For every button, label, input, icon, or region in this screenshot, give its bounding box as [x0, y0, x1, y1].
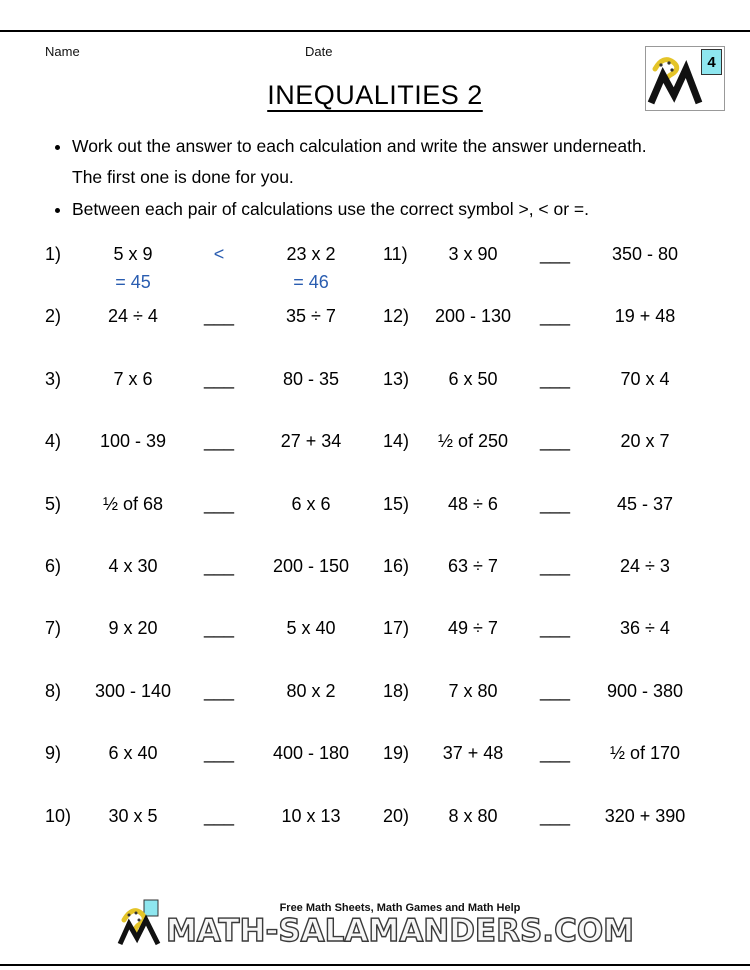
expression-right-b	[585, 429, 705, 452]
expression-text: ½ of 250	[437, 431, 509, 452]
expression-text: 6 x 6	[291, 493, 331, 514]
expression-text: 63 ÷ 7	[448, 555, 498, 576]
problem-number-right: 17)	[383, 618, 410, 639]
expression-left-b	[249, 804, 373, 827]
expression-text: 37 + 48	[442, 743, 504, 764]
expression-right-b	[585, 242, 705, 293]
expression-text: 400 - 180	[272, 743, 350, 764]
expression-left-b	[249, 304, 373, 327]
expression-text: 6 x 40	[108, 743, 158, 764]
expression-right-a	[421, 741, 525, 764]
problem-number-left: 1)	[45, 244, 62, 264]
comparison-blank-left: ___	[203, 306, 235, 327]
expression-text: 9 x 20	[108, 618, 158, 639]
expression-right-b	[585, 741, 705, 764]
expression-left-b	[249, 616, 373, 639]
expression-left-a	[77, 242, 189, 293]
problem-row	[45, 616, 705, 678]
expression-text: 49 ÷ 7	[448, 618, 498, 639]
expression-right-a	[421, 304, 525, 327]
problem-row	[45, 741, 705, 803]
expression-right-b	[585, 492, 705, 515]
expression-text: 80 x 2	[286, 680, 336, 701]
expression-text: 20 x 7	[620, 431, 670, 452]
worked-answer-b: = 46	[293, 272, 329, 292]
expression-text: 36 ÷ 4	[620, 618, 670, 639]
problem-number-left: 5)	[45, 493, 62, 514]
expression-left-a	[77, 741, 189, 764]
footer-site-name: MATH-SALAMANDERS.COM	[165, 913, 635, 949]
expression-right-a	[421, 492, 525, 515]
problems-grid	[45, 242, 705, 866]
expression-text: ½ of 170	[609, 743, 681, 764]
expression-text: 10 x 13	[281, 805, 341, 826]
footer-tagline: Free Math Sheets, Math Games and Math Help	[279, 902, 521, 914]
problem-number-right: 12)	[383, 306, 410, 327]
comparison-blank-right: ___	[539, 618, 571, 639]
expression-text: 24 ÷ 3	[620, 555, 670, 576]
expression-text: 45 - 37	[616, 493, 674, 514]
problem-number-left: 9)	[45, 743, 62, 764]
expression-right-b	[585, 804, 705, 827]
comparison-blank-right: ___	[539, 431, 571, 452]
problem-row	[45, 679, 705, 741]
expression-right-b	[585, 616, 705, 639]
expression-text: 35 ÷ 7	[286, 306, 336, 327]
problem-number-right: 19)	[383, 743, 410, 764]
comparison-blank-left: ___	[203, 680, 235, 701]
problem-number-left: 7)	[45, 618, 62, 639]
comparison-blank-right: ___	[539, 743, 571, 764]
expression-text: 80 - 35	[282, 368, 340, 389]
problem-row	[45, 429, 705, 491]
comparison-blank-right: ___	[539, 306, 571, 327]
expression-right-b	[585, 304, 705, 327]
problem-number-left: 6)	[45, 555, 62, 576]
expression-text: 30 x 5	[108, 805, 158, 826]
expression-text: 100 - 39	[99, 431, 167, 452]
expression-left-b	[249, 367, 373, 390]
name-label: Name	[45, 44, 80, 59]
problem-number-right: 15)	[383, 493, 410, 514]
expression-left-b	[249, 554, 373, 577]
expression-left-a	[77, 492, 189, 515]
worked-answer-a: = 45	[115, 272, 151, 292]
problem-number-left: 4)	[45, 431, 62, 452]
top-rule	[0, 30, 750, 32]
expression-right-a	[421, 616, 525, 639]
expression-text: 350 - 80	[611, 244, 679, 264]
expression-right-b	[585, 367, 705, 390]
expression-text: 320 + 390	[604, 805, 686, 826]
problem-number-left: 2)	[45, 306, 62, 327]
problem-number-left: 3)	[45, 368, 62, 389]
worksheet-title: INEQUALITIES 2	[267, 80, 483, 110]
comparison-blank-right: ___	[539, 493, 571, 514]
expression-left-a	[77, 554, 189, 577]
expression-text: 300 - 140	[94, 680, 172, 701]
expression-text: 48 ÷ 6	[448, 493, 498, 514]
expression-text: 200 - 130	[434, 306, 512, 327]
expression-right-b	[585, 679, 705, 702]
expression-text: 7 x 6	[113, 368, 153, 389]
expression-left-a	[77, 616, 189, 639]
expression-text: 24 ÷ 4	[108, 306, 158, 327]
bottom-rule	[0, 964, 750, 966]
expression-left-a	[77, 304, 189, 327]
expression-text: 200 - 150	[272, 555, 350, 576]
expression-left-b	[249, 492, 373, 515]
problem-number-right: 11)	[383, 244, 408, 264]
comparison-blank-left: ___	[203, 618, 235, 639]
footer	[0, 898, 750, 950]
comparison-blank-left: ___	[203, 555, 235, 576]
comparison-blank-left: ___	[203, 805, 235, 826]
expression-text: 27 + 34	[280, 431, 342, 452]
problem-number-left: 8)	[45, 680, 62, 701]
expression-text: 3 x 90	[448, 244, 498, 264]
expression-left-a	[77, 804, 189, 827]
expression-left-b	[249, 741, 373, 764]
expression-left-a	[77, 367, 189, 390]
problem-row	[45, 492, 705, 554]
comparison-blank-left: ___	[203, 431, 235, 452]
problem-number-right: 14)	[383, 431, 410, 452]
expression-left-b	[249, 429, 373, 452]
comparison-blank-left: ___	[203, 743, 235, 764]
expression-text: 23 x 2	[286, 244, 336, 264]
expression-text: 5 x 9	[113, 244, 153, 264]
expression-text: 900 - 380	[606, 680, 684, 701]
comparison-blank-right: ___	[539, 805, 571, 826]
problem-row	[45, 304, 705, 366]
comparison-symbol-left: <	[213, 244, 225, 264]
comparison-blank-left: ___	[203, 368, 235, 389]
expression-text: 7 x 80	[448, 680, 498, 701]
expression-text: 70 x 4	[620, 368, 670, 389]
expression-text: 19 + 48	[614, 306, 676, 327]
expression-right-a	[421, 804, 525, 827]
expression-text: 5 x 40	[286, 618, 336, 639]
expression-right-a	[421, 367, 525, 390]
problem-number-right: 16)	[383, 555, 410, 576]
problem-number-right: 20)	[383, 805, 410, 826]
comparison-blank-left: ___	[203, 493, 235, 514]
problem-row	[45, 242, 705, 304]
problem-number-left: 10)	[45, 805, 72, 826]
comparison-blank-right: ___	[539, 368, 571, 389]
expression-text: 4 x 30	[108, 555, 158, 576]
grade-badge: 4	[701, 49, 722, 75]
problem-number-right: 13)	[383, 368, 410, 389]
comparison-blank-right: ___	[539, 244, 571, 264]
expression-text: 8 x 80	[448, 805, 498, 826]
instruction-bullet-2: • Between each pair of calculations use the correct symbol >, < or =.	[72, 194, 665, 225]
expression-right-a	[421, 679, 525, 702]
expression-text: ½ of 68	[102, 493, 164, 514]
instructions	[50, 131, 665, 226]
date-label: Date	[305, 44, 333, 59]
problem-number-right: 18)	[383, 680, 410, 701]
expression-left-a	[77, 679, 189, 702]
expression-left-b	[249, 679, 373, 702]
instruction-bullet-1: • Work out the answer to each calculation and write the answer underneath. The first one is done for you.	[72, 131, 665, 193]
expression-right-a	[421, 429, 525, 452]
comparison-blank-right: ___	[539, 555, 571, 576]
expression-right-a	[421, 242, 525, 293]
problem-row	[45, 554, 705, 616]
problem-row	[45, 367, 705, 429]
expression-right-a	[421, 554, 525, 577]
expression-right-b	[585, 554, 705, 577]
problem-row	[45, 804, 705, 866]
expression-left-b	[249, 242, 373, 293]
comparison-blank-right: ___	[539, 680, 571, 701]
footer-salamander-icon	[116, 898, 162, 946]
expression-left-a	[77, 429, 189, 452]
expression-text: 6 x 50	[448, 368, 498, 389]
